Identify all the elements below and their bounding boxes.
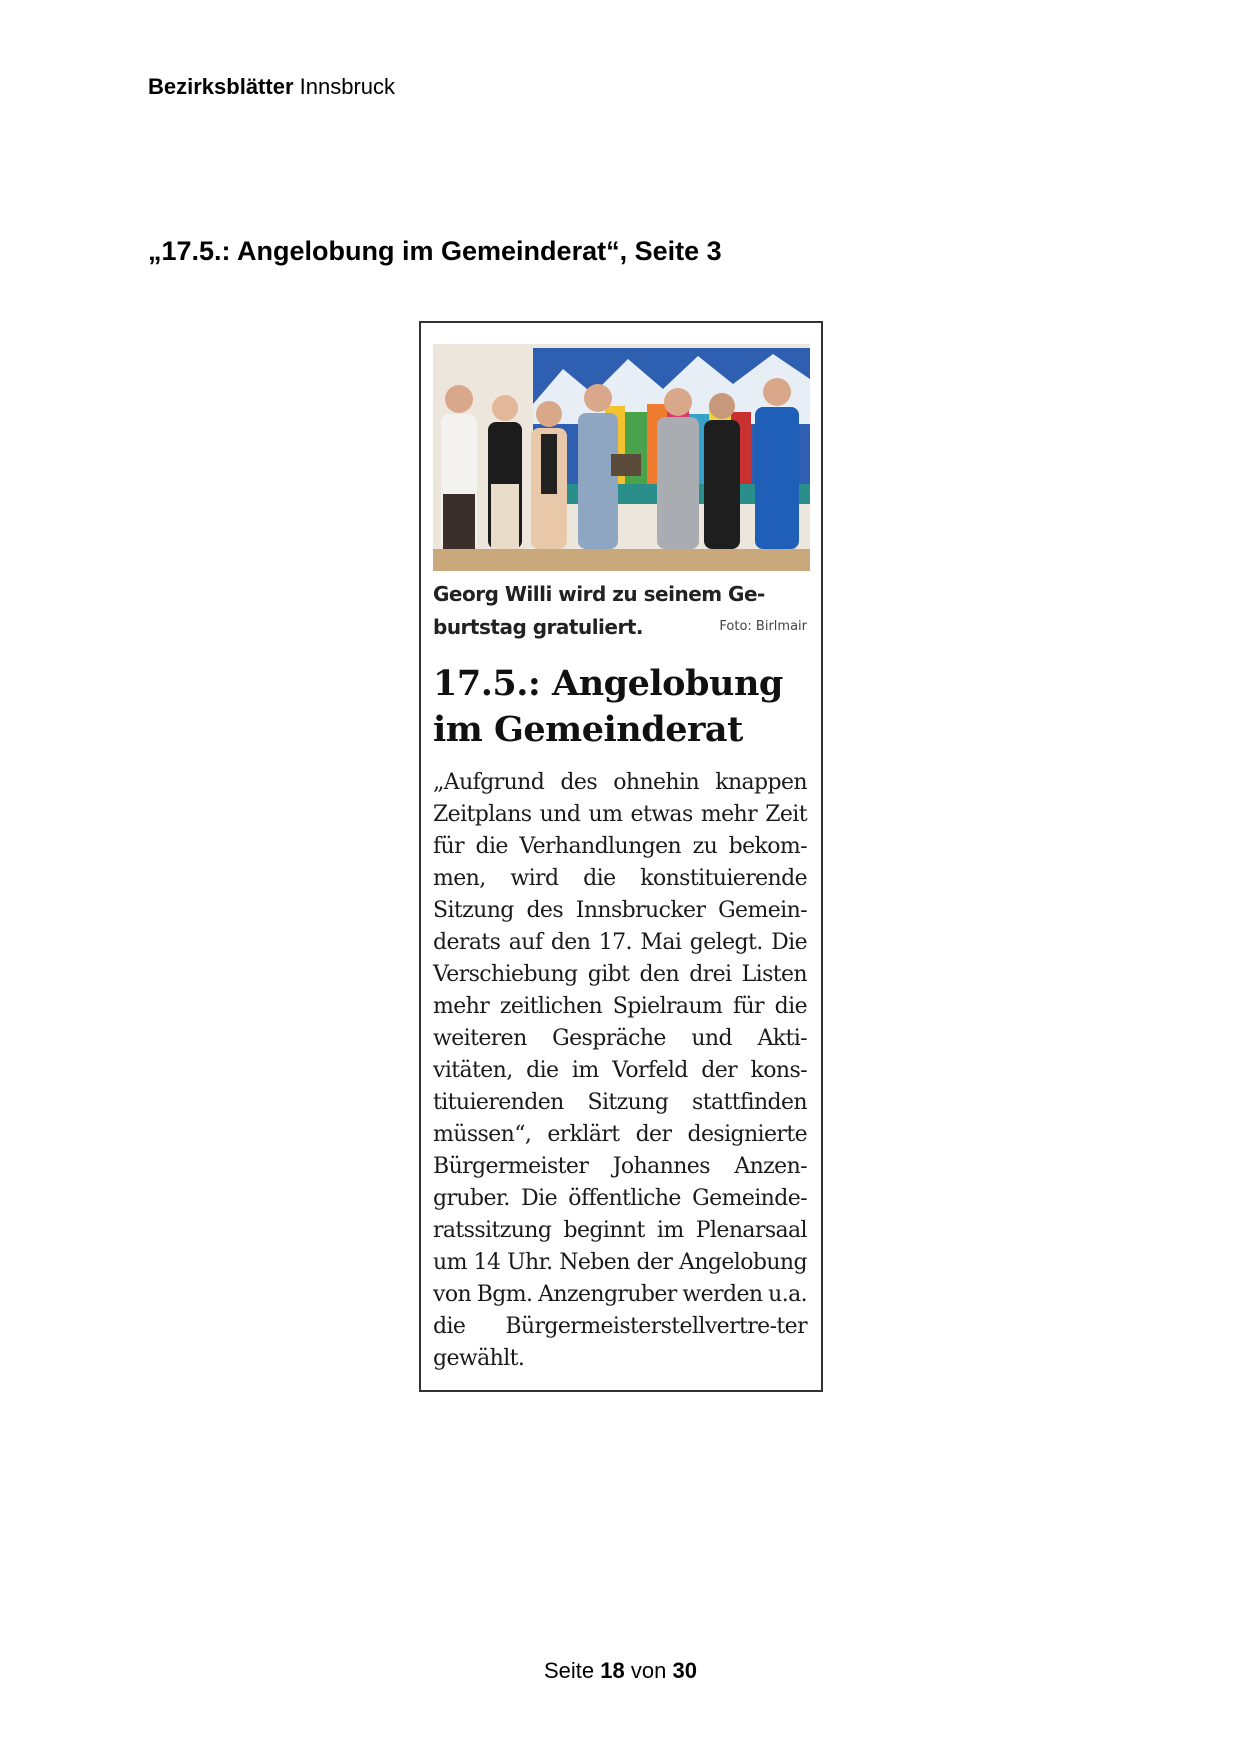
publication-region: Innsbruck xyxy=(299,74,396,99)
page-footer xyxy=(0,1658,1241,1684)
page-total: 30 xyxy=(672,1658,697,1683)
page-current: 18 xyxy=(600,1658,625,1683)
publication-header xyxy=(148,74,395,100)
group-photo xyxy=(433,344,810,571)
page-word: Seite xyxy=(544,1658,595,1683)
article-headline: 17.5.: Angelobung im Gemeinderat xyxy=(433,663,783,750)
photo-caption: Georg Willi wird zu seinem Ge-burtstag gratuliert. xyxy=(433,582,765,639)
article-body: „Aufgrund des ohnehin knappen Zeitplans und um etwas mehr Zeit für die Verhandlungen zu bekom-men, wird die konstituierende Sitzung des Innsbrucker Gemein-derats auf den 17. Mai gelegt. Die Verschiebung gibt den drei Listen mehr zeitlichen Spielraum für die weiteren Gespräche und Akti-vitäten, die im Vorfeld der kons-tituierenden Sitzung stattfinden müssen“, erklärt der designierte Bürgermeister Johannes Anzen-gruber. Die öffentliche Gemeinde-ratssitzung beginnt im Plenarsaal um 14 Uhr. Neben der Angelobung von Bgm. Anzengruber werden u.a. die Bürgermeisterstellvertre-ter gewählt. xyxy=(433,770,807,1371)
publication-name: Bezirksblätter xyxy=(148,74,294,99)
photo-credit: Foto: Birlmair xyxy=(719,619,807,634)
article-reference-title: „17.5.: Angelobung im Gemeinderat“, Seite 3 xyxy=(148,236,722,266)
of-word: von xyxy=(630,1658,667,1683)
newspaper-clipping xyxy=(419,321,823,1392)
